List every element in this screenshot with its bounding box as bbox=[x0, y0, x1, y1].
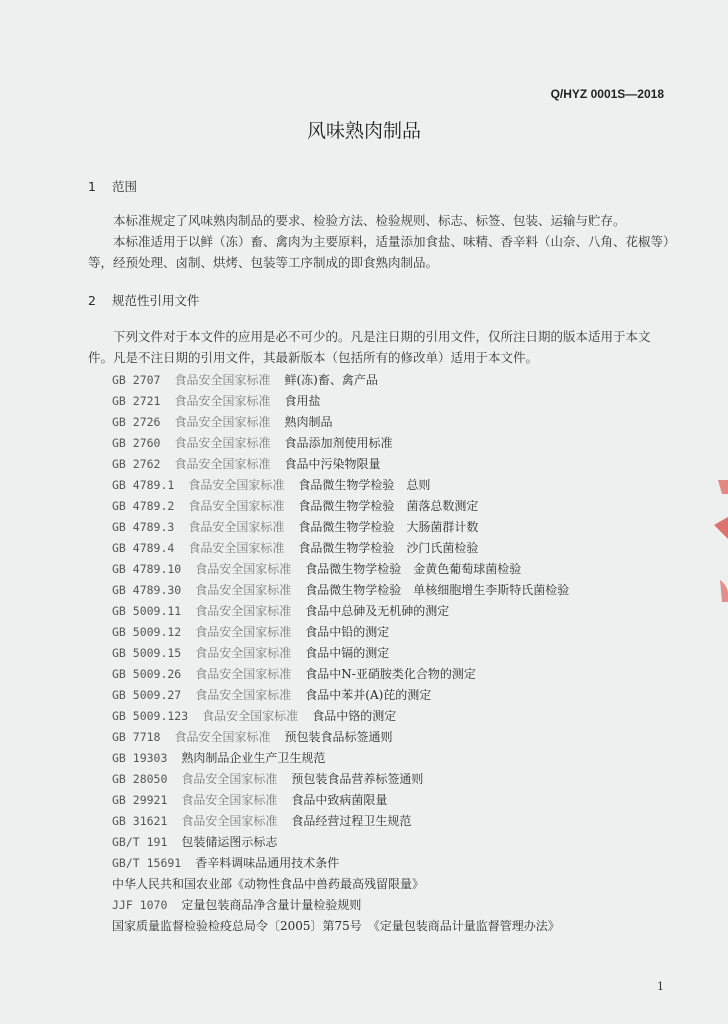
reference-item bbox=[112, 853, 569, 874]
reference-publisher: 食品安全国家标准 bbox=[195, 667, 292, 681]
reference-list bbox=[112, 370, 569, 937]
reference-item bbox=[112, 706, 569, 727]
reference-publisher: 食品安全国家标准 bbox=[181, 772, 278, 786]
reference-title: 食品微生物学检验 单核细胞增生李斯特氏菌检验 bbox=[305, 583, 570, 597]
reference-title: 食品微生物学检验 总则 bbox=[298, 478, 431, 492]
reference-item bbox=[112, 559, 569, 580]
reference-item bbox=[112, 454, 569, 475]
reference-item bbox=[112, 916, 569, 937]
reference-publisher: 食品安全国家标准 bbox=[181, 793, 278, 807]
reference-publisher: 食品安全国家标准 bbox=[195, 604, 292, 618]
scope-paragraph-1: 本标准规定了风味熟肉制品的要求、检验方法、检验规则、标志、标签、包装、运输与贮存。 bbox=[113, 213, 626, 228]
page-number: 1 bbox=[657, 980, 664, 993]
reference-code: GB 29921 bbox=[112, 793, 168, 807]
reference-item bbox=[112, 874, 569, 895]
reference-title: 食品添加剂使用标准 bbox=[284, 436, 393, 450]
reference-item bbox=[112, 433, 569, 454]
reference-code: GB 4789.30 bbox=[112, 583, 182, 597]
reference-item bbox=[112, 475, 569, 496]
reference-item bbox=[112, 727, 569, 748]
section-1-title: 范围 bbox=[111, 179, 137, 194]
reference-code: GB/T 15691 bbox=[112, 856, 182, 870]
reference-title: 预包装食品标签通则 bbox=[284, 730, 393, 744]
reference-item bbox=[112, 496, 569, 517]
reference-publisher: 食品安全国家标准 bbox=[195, 625, 292, 639]
reference-item bbox=[112, 769, 569, 790]
reference-title: 定量包装商品净含量计量检验规则 bbox=[181, 898, 362, 912]
reference-code: GB 2726 bbox=[112, 415, 161, 429]
reference-title: 熟肉制品 bbox=[284, 415, 333, 429]
reference-title: 食品微生物学检验 大肠菌群计数 bbox=[298, 520, 479, 534]
reference-title: 食品中镉的测定 bbox=[305, 646, 390, 660]
reference-code: GB 5009.15 bbox=[112, 646, 182, 660]
reference-code: GB 5009.123 bbox=[112, 709, 189, 723]
reference-publisher: 食品安全国家标准 bbox=[174, 394, 271, 408]
reference-code: GB 5009.11 bbox=[112, 604, 182, 618]
reference-item bbox=[112, 370, 569, 391]
reference-publisher: 食品安全国家标准 bbox=[174, 457, 271, 471]
reference-code: GB 5009.27 bbox=[112, 688, 182, 702]
reference-item bbox=[112, 391, 569, 412]
reference-publisher: 食品安全国家标准 bbox=[202, 709, 299, 723]
reference-publisher: 食品安全国家标准 bbox=[188, 499, 285, 513]
section-2-title: 规范性引用文件 bbox=[111, 293, 200, 308]
reference-title: 国家质量监督检验检疫总局令〔2005〕第75号 《定量包装商品计量监督管理办法》 bbox=[112, 919, 560, 933]
reference-code: GB 28050 bbox=[112, 772, 168, 786]
reference-code: GB 2721 bbox=[112, 394, 161, 408]
reference-item bbox=[112, 622, 569, 643]
reference-item bbox=[112, 643, 569, 664]
references-intro: 下列文件对于本文件的应用是必不可少的。凡是注日期的引用文件，仅所注日期的版本适用于本文件。凡是不注日期的引用文件，其最新版本（包括所有的修改单）适用于本文件。 bbox=[88, 329, 651, 365]
reference-publisher: 食品安全国家标准 bbox=[195, 646, 292, 660]
reference-title: 食品中致病菌限量 bbox=[291, 793, 388, 807]
reference-item bbox=[112, 895, 569, 916]
reference-item bbox=[112, 811, 569, 832]
section-1-heading bbox=[88, 177, 137, 195]
section-2-heading bbox=[88, 291, 200, 309]
reference-code: GB/T 191 bbox=[112, 835, 168, 849]
reference-publisher: 食品安全国家标准 bbox=[188, 520, 285, 534]
reference-title: 食用盐 bbox=[284, 394, 321, 408]
reference-title: 食品微生物学检验 沙门氏菌检验 bbox=[298, 541, 479, 555]
reference-item bbox=[112, 601, 569, 622]
reference-item bbox=[112, 412, 569, 433]
stamp-fragment-icon bbox=[708, 470, 728, 610]
reference-item bbox=[112, 685, 569, 706]
document-title: 风味熟肉制品 bbox=[306, 120, 421, 142]
reference-item bbox=[112, 517, 569, 538]
reference-publisher: 食品安全国家标准 bbox=[195, 583, 292, 597]
reference-code: GB 2760 bbox=[112, 436, 161, 450]
reference-code: GB 4789.10 bbox=[112, 562, 182, 576]
reference-publisher: 食品安全国家标准 bbox=[174, 730, 271, 744]
reference-item bbox=[112, 832, 569, 853]
reference-item bbox=[112, 538, 569, 559]
reference-title: 包装储运图示标志 bbox=[181, 835, 278, 849]
reference-publisher: 食品安全国家标准 bbox=[174, 373, 271, 387]
reference-code: GB 4789.4 bbox=[112, 541, 175, 555]
reference-title: 食品经营过程卫生规范 bbox=[291, 814, 412, 828]
reference-code: GB 4789.1 bbox=[112, 478, 175, 492]
reference-title: 食品中铅的测定 bbox=[305, 625, 390, 639]
reference-item bbox=[112, 790, 569, 811]
reference-code: GB 2762 bbox=[112, 457, 161, 471]
reference-publisher: 食品安全国家标准 bbox=[195, 562, 292, 576]
reference-code: GB 31621 bbox=[112, 814, 168, 828]
reference-title: 食品中N-亚硝胺类化合物的测定 bbox=[305, 667, 476, 681]
reference-publisher: 食品安全国家标准 bbox=[174, 415, 271, 429]
scope-paragraph-2: 本标准适用于以鲜（冻）畜、禽肉为主要原料，适量添加食盐、味精、香辛料（山奈、八角、花椒等）等，经预处理、卤制、烘烤、包装等工序制成的即食熟肉制品。 bbox=[88, 234, 670, 270]
reference-code: JJF 1070 bbox=[112, 898, 168, 912]
reference-title: 中华人民共和国农业部《动物性食品中兽药最高残留限量》 bbox=[112, 877, 425, 891]
reference-publisher: 食品安全国家标准 bbox=[181, 814, 278, 828]
standard-code: Q/HYZ 0001S—2018 bbox=[550, 87, 664, 101]
reference-item bbox=[112, 748, 569, 769]
reference-publisher: 食品安全国家标准 bbox=[195, 688, 292, 702]
reference-code: GB 4789.3 bbox=[112, 520, 175, 534]
reference-code: GB 7718 bbox=[112, 730, 161, 744]
reference-publisher: 食品安全国家标准 bbox=[188, 478, 285, 492]
reference-publisher: 食品安全国家标准 bbox=[188, 541, 285, 555]
reference-title: 预包装食品营养标签通则 bbox=[291, 772, 424, 786]
reference-title: 香辛料调味品通用技术条件 bbox=[195, 856, 340, 870]
reference-title: 食品中总砷及无机砷的测定 bbox=[305, 604, 450, 618]
section-2-number: 2 bbox=[88, 293, 96, 308]
reference-code: GB 4789.2 bbox=[112, 499, 175, 513]
reference-title: 食品中苯并(A)芘的测定 bbox=[305, 688, 432, 702]
reference-title: 食品微生物学检验 菌落总数测定 bbox=[298, 499, 479, 513]
reference-code: GB 5009.26 bbox=[112, 667, 182, 681]
reference-item bbox=[112, 664, 569, 685]
reference-item bbox=[112, 580, 569, 601]
reference-title: 食品中铬的测定 bbox=[312, 709, 397, 723]
reference-code: GB 5009.12 bbox=[112, 625, 182, 639]
reference-publisher: 食品安全国家标准 bbox=[174, 436, 271, 450]
reference-title: 熟肉制品企业生产卫生规范 bbox=[181, 751, 326, 765]
reference-code: GB 19303 bbox=[112, 751, 168, 765]
reference-code: GB 2707 bbox=[112, 373, 161, 387]
reference-title: 鲜(冻)畜、禽产品 bbox=[284, 373, 378, 387]
section-1-number: 1 bbox=[88, 179, 96, 194]
reference-title: 食品中污染物限量 bbox=[284, 457, 381, 471]
reference-title: 食品微生物学检验 金黄色葡萄球菌检验 bbox=[305, 562, 522, 576]
